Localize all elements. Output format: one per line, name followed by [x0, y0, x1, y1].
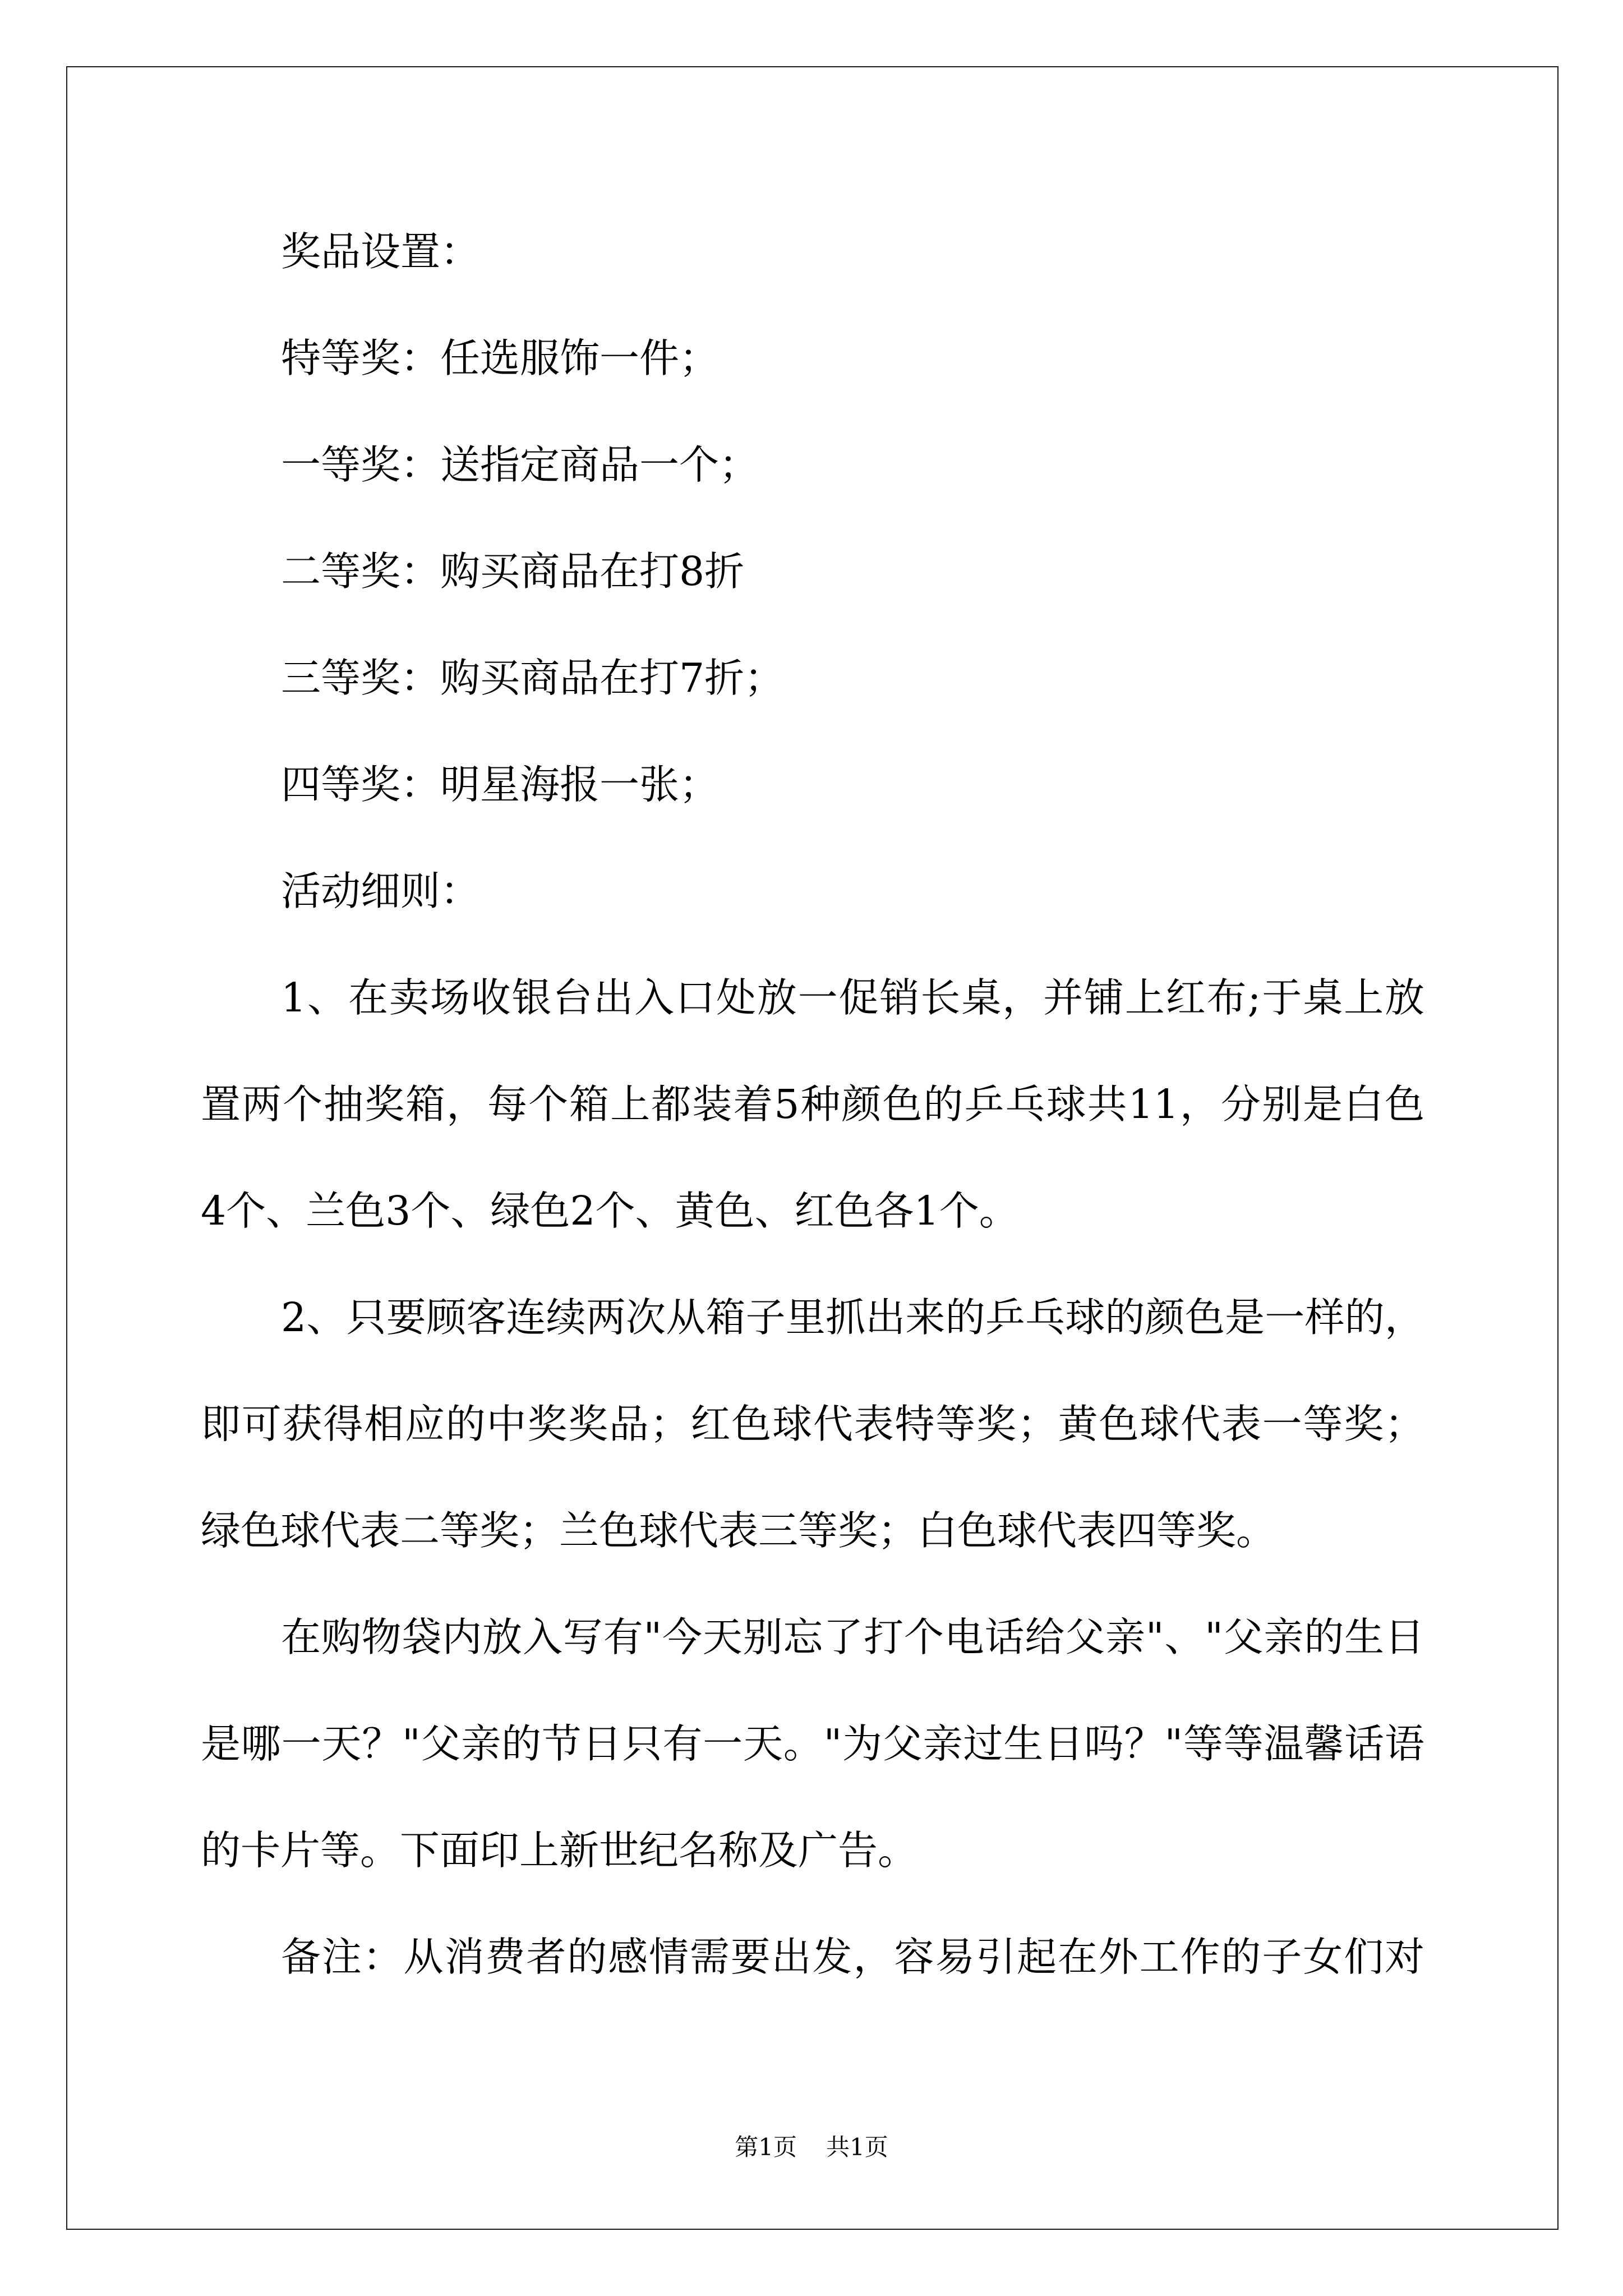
text-line: 三等奖：购买商品在打7折； [281, 655, 785, 701]
paragraph-prize-settings-heading [201, 199, 1424, 305]
paragraph-first-prize [201, 412, 1424, 518]
paragraph-second-prize [201, 518, 1424, 625]
text-line: 绿色球代表二等奖；兰色球代表三等奖；白色球代表四等奖。 [201, 1507, 1276, 1554]
paragraph-rule-1 [201, 945, 1424, 1264]
text-line: 置两个抽奖箱，每个箱上都装着5种颜色的乒乓球共11，分别是白色 [201, 1081, 1424, 1128]
document-body [201, 199, 1424, 2010]
text-line: 即可获得相应的中奖奖品；红色球代表特等奖；黄色球代表一等奖； [201, 1401, 1424, 1447]
paragraph-fourth-prize [201, 731, 1424, 838]
page-footer [0, 2132, 1623, 2163]
text-line: 1、在卖场收银台出入口处放一促销长桌，并铺上红布;于桌上放 [281, 974, 1424, 1021]
page-number: 第1页 [735, 2133, 797, 2161]
text-line: 备注：从消费者的感情需要出发，容易引起在外工作的子女们对 [281, 1934, 1424, 1980]
text-line: 二等奖：购买商品在打8折 [281, 548, 745, 595]
text-line: 一等奖：送指定商品一个； [281, 441, 759, 488]
text-line: 的卡片等。下面印上新世纪名称及广告。 [201, 1827, 918, 1874]
text-line: 活动细则： [281, 868, 481, 914]
paragraph-third-prize [201, 625, 1424, 731]
text-line: 奖品设置： [281, 228, 481, 275]
text-line: 是哪一天？"父亲的节日只有一天。"为父亲过生日吗？"等等温馨话语 [201, 1720, 1424, 1767]
text-line: 4个、兰色3个、绿色2个、黄色、红色各1个。 [201, 1188, 1019, 1234]
text-line: 四等奖：明星海报一张； [281, 761, 720, 808]
paragraph-rule-2 [201, 1264, 1424, 1584]
text-line: 在购物袋内放入写有"今天别忘了打个电话给父亲"、"父亲的生日 [281, 1614, 1424, 1660]
paragraph-special-prize [201, 305, 1424, 412]
text-line: 2、只要顾客连续两次从箱子里抓出来的乒乓球的颜色是一样的， [281, 1294, 1424, 1341]
paragraph-activity-rules-heading [201, 838, 1424, 945]
text-line: 特等奖：任选服饰一件； [281, 335, 720, 381]
page-count: 共1页 [826, 2133, 888, 2161]
paragraph-remarks [201, 1904, 1424, 2010]
paragraph-shopping-bag-cards [201, 1584, 1424, 1904]
